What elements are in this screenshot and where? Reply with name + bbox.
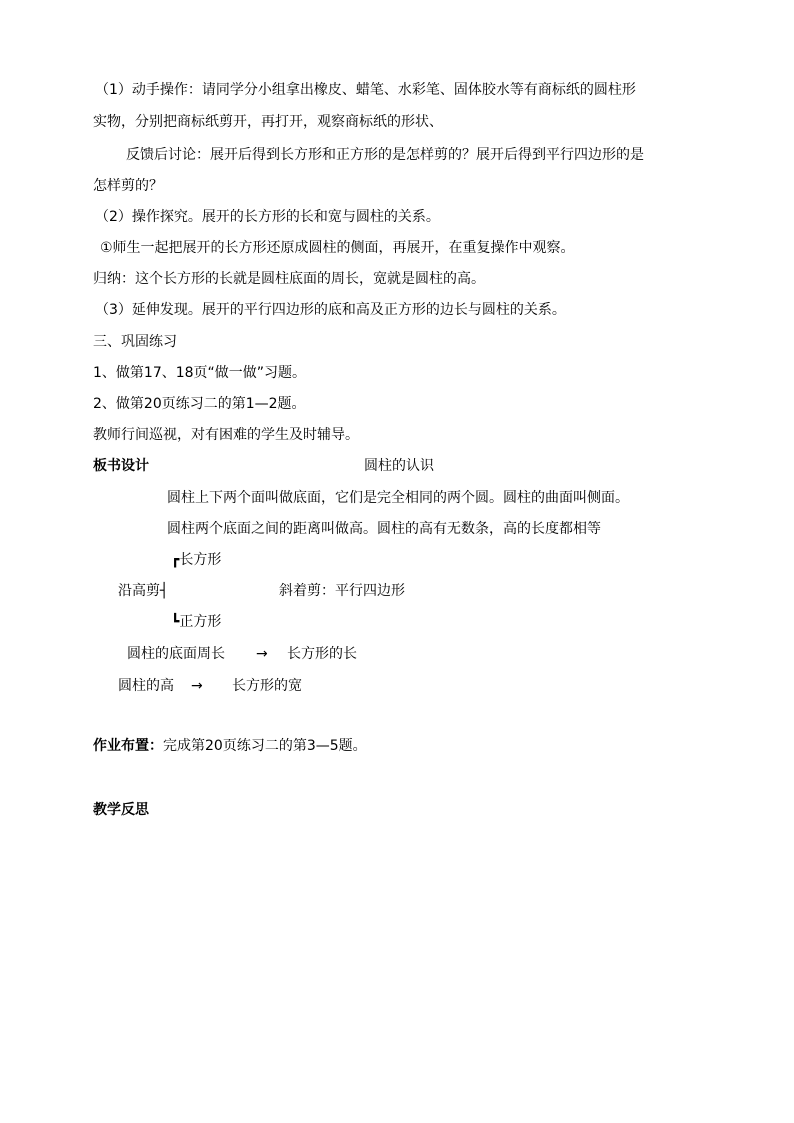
exercise-3: 教师行间巡视，对有困难的学生及时辅导。: [93, 427, 359, 443]
para5: 归纳：这个长方形的长就是圆柱底面的周长，宽就是圆柱的高。: [93, 271, 485, 287]
relation1-right: 长方形的长: [287, 646, 357, 662]
exercise-1: 1、做第17、18页“做一做”习题。: [93, 365, 307, 381]
homework: [93, 736, 367, 756]
board-bracket-top: ┏长方形: [171, 552, 222, 568]
homework-text: 完成第20页练习二的第3—5题。: [163, 738, 367, 754]
para4: ①师生一起把展开的长方形还原成圆柱的侧面，再展开，在重复操作中观察。: [100, 240, 575, 256]
para2-line2: 怎样剪的？: [93, 178, 163, 194]
reflection-heading: 教学反思: [93, 802, 149, 818]
board-cut-slant: 斜着剪：平行四边形: [279, 583, 405, 599]
para1-line1: （1）动手操作：请同学分小组拿出橡皮、蜡笔、水彩笔、固体胶水等有商标纸的圆柱形: [95, 82, 636, 98]
para2-line1: 反馈后讨论：展开后得到长方形和正方形的是怎样剪的？展开后得到平行四边形的是: [126, 147, 644, 163]
board-bracket-bottom: ┗正方形: [171, 614, 222, 630]
relation1-arrow: →: [256, 646, 268, 662]
para6: （3）延伸发现。展开的平行四边形的底和高及正方形的边长与圆柱的关系。: [95, 302, 566, 318]
homework-label: 作业布置：: [93, 738, 163, 754]
board-heading: 板书设计: [93, 458, 149, 474]
relation1-left: 圆柱的底面周长: [127, 646, 225, 662]
section-heading: 三、巩固练习: [93, 334, 177, 350]
board-line2: 圆柱两个底面之间的距离叫做高。圆柱的高有无数条，高的长度都相等: [167, 521, 601, 537]
para3: （2）操作探究。展开的长方形的长和宽与圆柱的关系。: [95, 209, 440, 225]
relation2-right: 长方形的宽: [232, 678, 302, 694]
board-line1: 圆柱上下两个面叫做底面，它们是完全相同的两个圆。圆柱的曲面叫侧面。: [167, 490, 629, 506]
board-title: 圆柱的认识: [364, 458, 434, 474]
para1-line2: 实物，分别把商标纸剪开，再打开，观察商标纸的形状、: [93, 114, 443, 130]
exercise-2: 2、做第20页练习二的第1—2题。: [93, 396, 306, 412]
board-cut-height: 沿高剪┤: [118, 583, 169, 599]
relation2-arrow: →: [191, 678, 203, 694]
relation2-left: 圆柱的高: [118, 678, 174, 694]
